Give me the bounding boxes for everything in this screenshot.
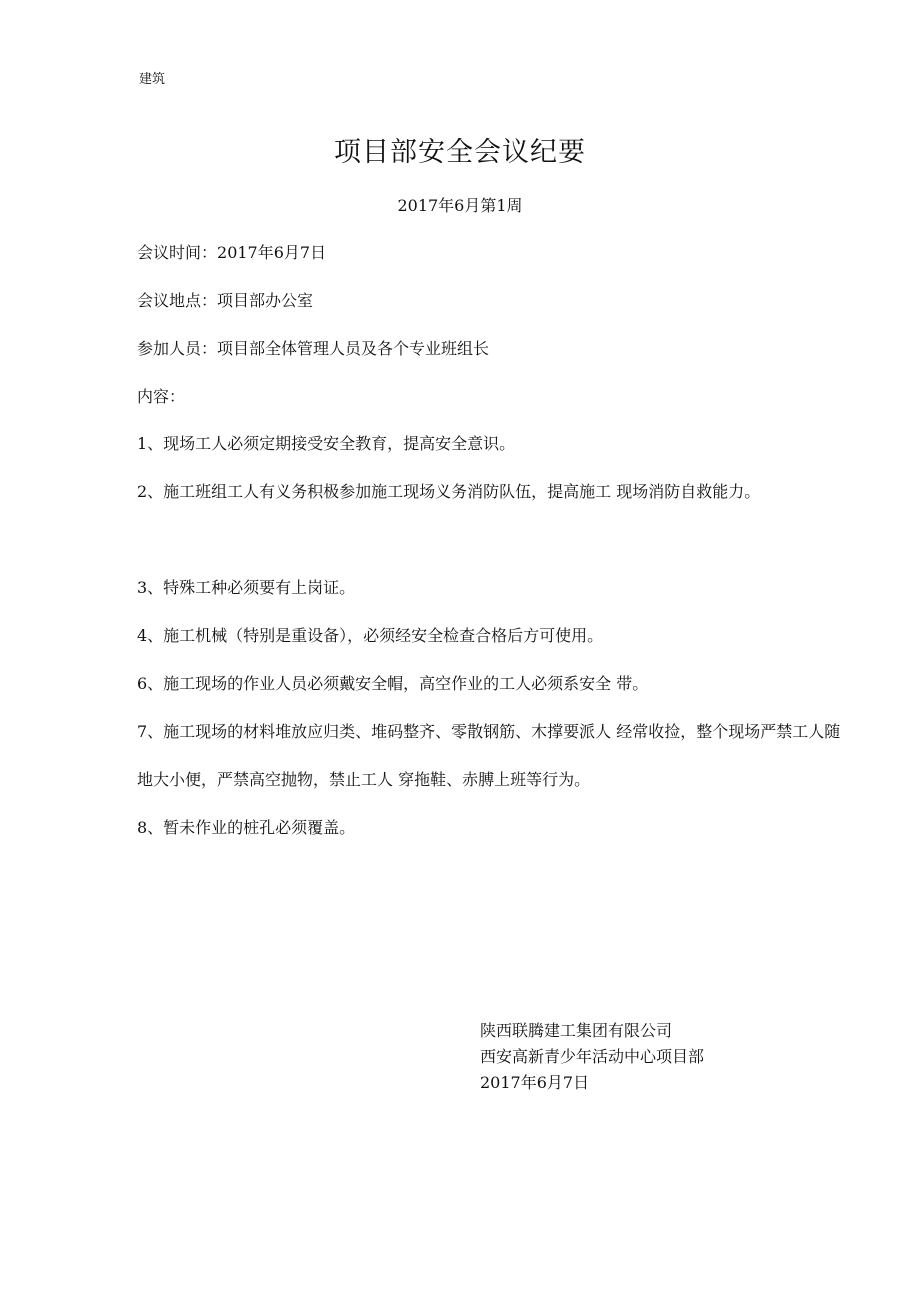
content-label: 内容：: [137, 387, 186, 406]
meeting-time-label: 会议时间：: [137, 243, 218, 262]
meeting-attendees: [137, 336, 489, 362]
page-subtitle: 2017年6月第1周: [397, 196, 523, 215]
list-item: 7、施工现场的材料堆放应归类、堆码整齐、零散钢筋、木撑要派人 经常收捡，整个现场严禁工人随地大小便，严禁高空抛物，禁止工人 穿拖鞋、赤膊上班等行为。: [137, 722, 841, 789]
list-item: 3、特殊工种必须要有上岗证。: [137, 578, 356, 597]
list-item: 2、施工班组工人有义务积极参加施工现场义务消防队伍，提高施工 现场消防自救能力。: [137, 482, 761, 501]
list-item: 6、施工现场的作业人员必须戴安全帽，高空作业的工人必须系安全 带。: [137, 674, 649, 693]
meeting-time: [137, 240, 326, 266]
meeting-place-value: 项目部办公室: [217, 291, 314, 310]
page-title: 项目部安全会议纪要: [334, 137, 586, 168]
header-tag: 建筑: [139, 72, 166, 87]
meeting-place-label: 会议地点：: [137, 291, 218, 310]
meeting-attendees-label: 参加人员：: [137, 339, 218, 358]
signature-department: 西安高新青少年活动中心项目部: [480, 1047, 705, 1066]
list-item: 8、暂未作业的桩孔必须覆盖。: [137, 818, 356, 837]
signature-company: 陕西联腾建工集团有限公司: [480, 1021, 673, 1040]
signature-block: [480, 1018, 704, 1096]
list-item: 4、施工机械（特别是重设备），必须经安全检查合格后方可使用。: [137, 626, 604, 645]
meeting-place: [137, 288, 313, 314]
list-item: 1、现场工人必须定期接受安全教育，提高安全意识。: [137, 434, 516, 453]
meeting-attendees-value: 项目部全体管理人员及各个专业班组长: [217, 339, 490, 358]
signature-date: 2017年6月7日: [480, 1073, 590, 1092]
meeting-time-value: 2017年6月7日: [217, 243, 327, 262]
